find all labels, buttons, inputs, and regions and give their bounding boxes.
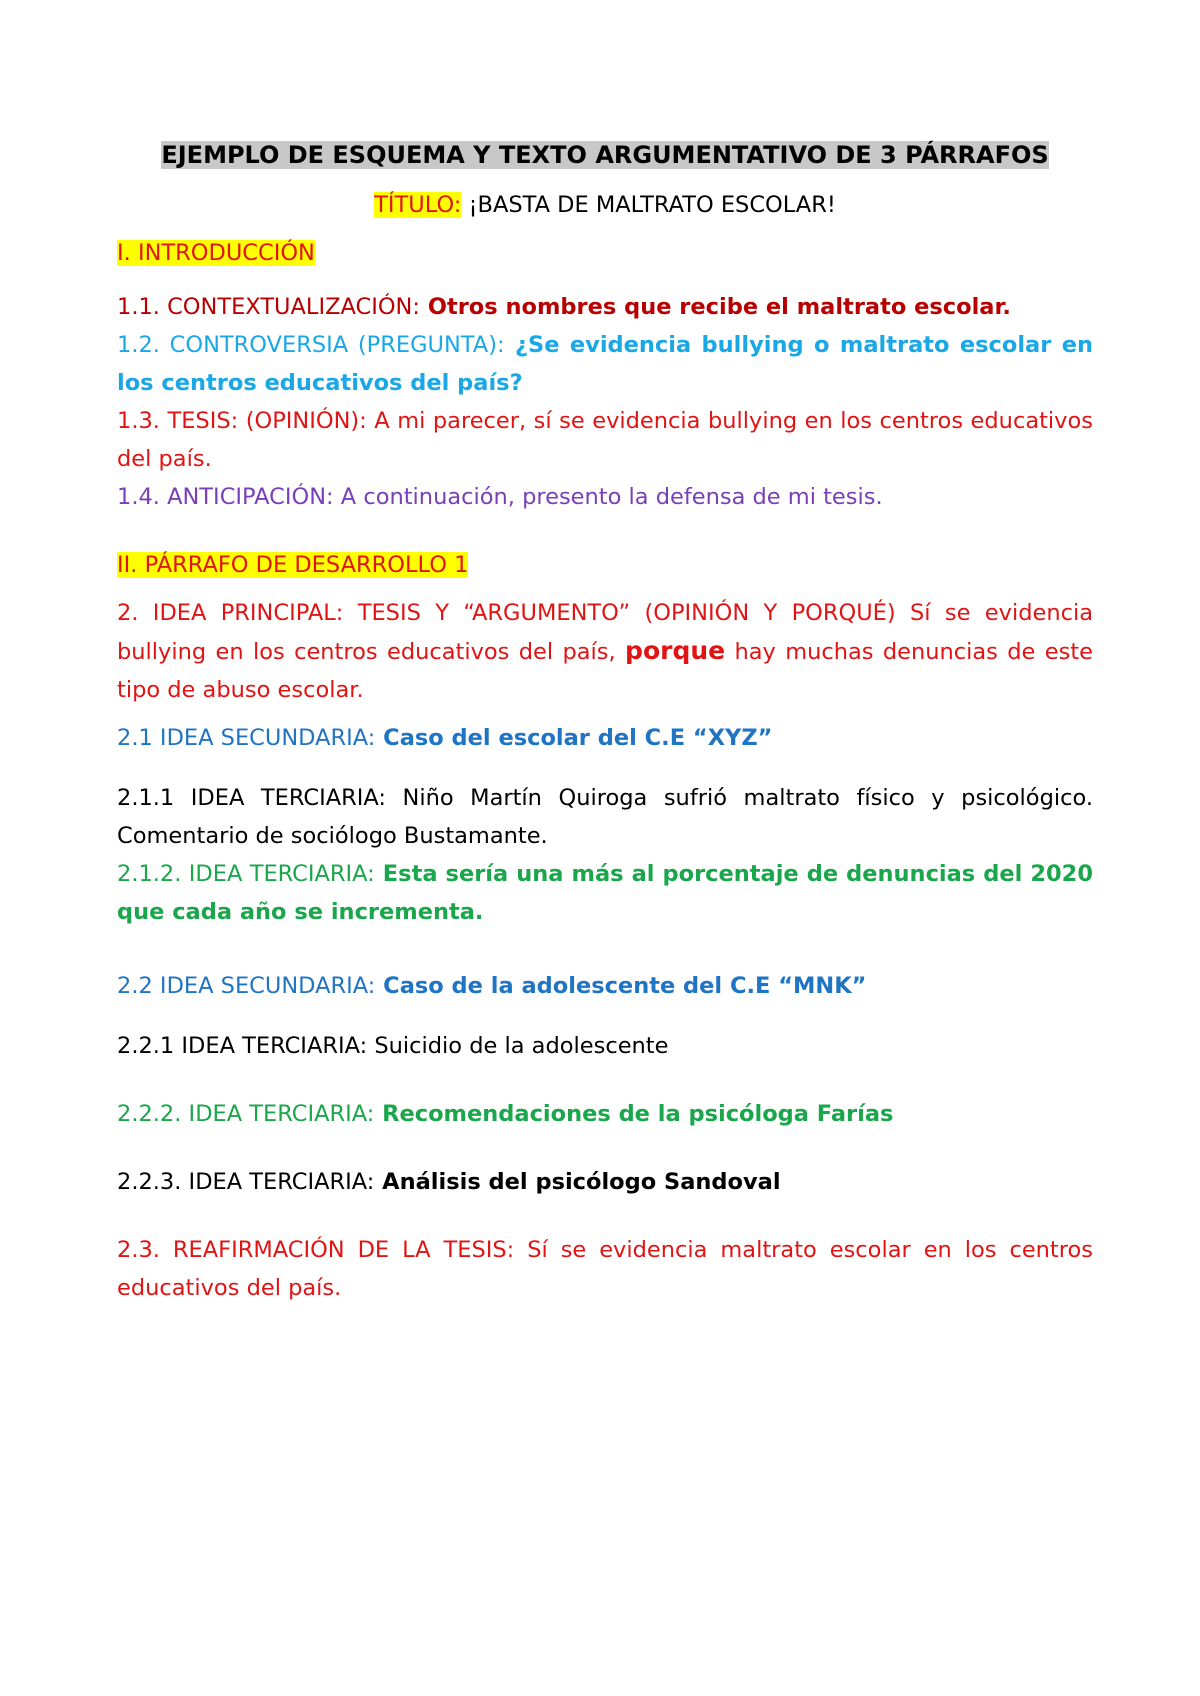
title-label: TÍTULO: bbox=[374, 192, 462, 218]
item-2-2 bbox=[117, 967, 1093, 1005]
item-1-3 bbox=[117, 402, 1093, 478]
item-1-1-label: 1.1. CONTEXTUALIZACIÓN: bbox=[117, 294, 420, 320]
item-2-2-3-text: Análisis del psicólogo Sandoval bbox=[374, 1169, 781, 1195]
section-introduccion-label: I. INTRODUCCIÓN bbox=[117, 240, 315, 266]
item-1-2 bbox=[117, 326, 1093, 402]
item-1-4 bbox=[117, 478, 1093, 516]
item-2-2-2-text: Recomendaciones de la psicóloga Farías bbox=[374, 1101, 894, 1127]
section-desarrollo bbox=[117, 546, 1093, 584]
item-1-3-label: 1.3. TESIS: (OPINIÓN): bbox=[117, 408, 367, 434]
item-2-3 bbox=[117, 1231, 1093, 1307]
section-introduccion bbox=[117, 234, 1093, 272]
item-1-4-label: 1.4. ANTICIPACIÓN: bbox=[117, 484, 334, 510]
item-2-2-1 bbox=[117, 1027, 1093, 1065]
item-2-2-1-text: Suicidio de la adolescente bbox=[367, 1033, 669, 1059]
item-2-emphasis: porque bbox=[625, 636, 726, 665]
item-2-1-1-label: 2.1.1 IDEA TERCIARIA: bbox=[117, 785, 386, 811]
item-2-2-text: Caso de la adolescente del C.E “MNK” bbox=[375, 973, 867, 999]
item-2-post: hay muchas denuncias de este tipo de abuso escolar. bbox=[117, 639, 1093, 703]
item-2-1-1-text: Niño Martín Quiroga sufrió maltrato físico y psicológico. Comentario de sociólogo Bustamante. bbox=[117, 785, 1094, 849]
item-2-1-2 bbox=[117, 855, 1093, 931]
item-2-1-label: 2.1 IDEA SECUNDARIA: bbox=[117, 725, 376, 751]
item-2-2-3 bbox=[117, 1163, 1093, 1201]
document-title-line bbox=[117, 186, 1093, 224]
item-1-1-text: Otros nombres que recibe el maltrato escolar. bbox=[419, 294, 1011, 320]
item-2-2-label: 2.2 IDEA SECUNDARIA: bbox=[117, 973, 376, 999]
item-2-1-1 bbox=[117, 779, 1093, 855]
item-2-2-2-label: 2.2.2. IDEA TERCIARIA: bbox=[117, 1101, 375, 1127]
item-1-4-text: A continuación, presento la defensa de mi tesis. bbox=[333, 484, 883, 510]
item-2-pre: 2. IDEA PRINCIPAL: TESIS Y “ARGUMENTO” (OPINIÓN Y PORQUÉ) Sí se evidencia bullying en los centros educativos del país, bbox=[117, 600, 1093, 665]
document-heading bbox=[117, 136, 1093, 174]
item-1-1 bbox=[117, 288, 1093, 326]
item-2-2-1-label: 2.2.1 IDEA TERCIARIA: bbox=[117, 1033, 368, 1059]
item-2-3-text: Sí se evidencia maltrato escolar en los centros educativos del país. bbox=[117, 1237, 1093, 1301]
item-1-2-label: 1.2. CONTROVERSIA (PREGUNTA): bbox=[117, 332, 505, 358]
item-2-1-2-label: 2.1.2. IDEA TERCIARIA: bbox=[117, 861, 375, 887]
item-1-2-text: ¿Se evidencia bullying o maltrato escolar en los centros educativos del país? bbox=[117, 332, 1093, 396]
item-2-3-label: 2.3. REAFIRMACIÓN DE LA TESIS: bbox=[117, 1237, 515, 1263]
item-2-1-2-text: Esta sería una más al porcentaje de denuncias del 2020 que cada año se incrementa. bbox=[117, 861, 1093, 925]
document-body bbox=[117, 136, 1093, 1307]
item-1-3-text: A mi parecer, sí se evidencia bullying en los centros educativos del país. bbox=[117, 408, 1093, 472]
item-2 bbox=[117, 594, 1093, 709]
item-2-2-2 bbox=[117, 1095, 1093, 1133]
item-2-2-3-label: 2.2.3. IDEA TERCIARIA: bbox=[117, 1169, 375, 1195]
item-2-1-text: Caso del escolar del C.E “XYZ” bbox=[375, 725, 773, 751]
section-desarrollo-label: II. PÁRRAFO DE DESARROLLO 1 bbox=[117, 552, 469, 578]
item-2-1 bbox=[117, 719, 1093, 757]
heading-text: EJEMPLO DE ESQUEMA Y TEXTO ARGUMENTATIVO DE 3 PÁRRAFOS bbox=[161, 141, 1049, 169]
title-text: ¡BASTA DE MALTRATO ESCOLAR! bbox=[461, 192, 836, 218]
